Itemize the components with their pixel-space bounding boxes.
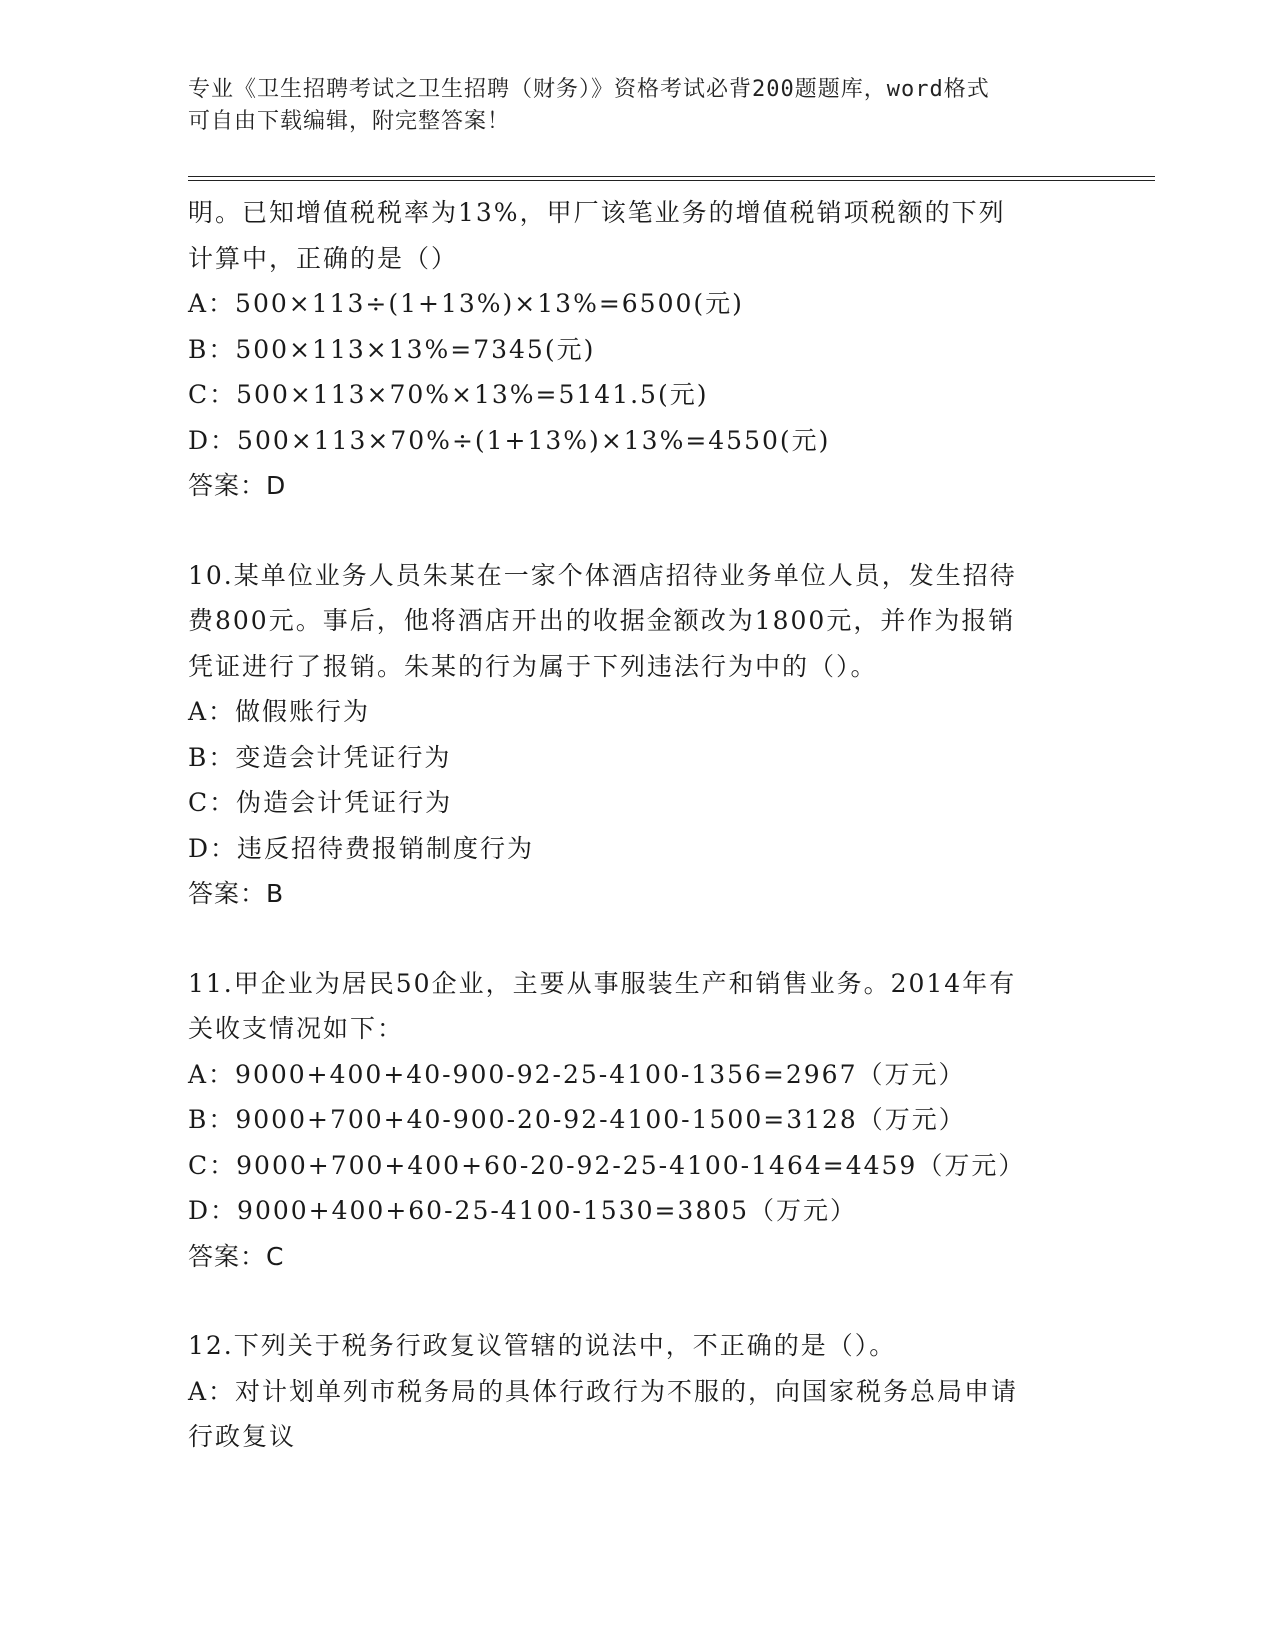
- option-b: B：变造会计凭证行为: [188, 742, 452, 772]
- question-10: [188, 553, 1088, 917]
- question-12: [188, 1323, 1088, 1460]
- question-spacer: [188, 917, 1088, 961]
- document-header: [188, 74, 1088, 138]
- question-stem: 11.甲企业为居民50企业，主要从事服装生产和销售业务。2014年有: [188, 968, 1017, 998]
- option-d: D：500×113×70%÷(1+13%)×13%=4550(元): [188, 425, 831, 455]
- option-d: D：9000+400+60-25-4100-1530=3805（万元）: [188, 1196, 858, 1225]
- question-stem: 12.下列关于税务行政复议管辖的说法中，不正确的是（）。: [188, 1331, 897, 1360]
- header-title-line-1: 专业《卫生招聘考试之卫生招聘（财务）》资格考试必背200题题库，word格式: [188, 77, 990, 102]
- option-a: A：9000+400+40-900-92-25-4100-1356=2967（万元）: [188, 1059, 966, 1089]
- question-stem: 关收支情况如下：: [188, 1014, 405, 1043]
- option-a: A：500×113÷(1+13%)×13%=6500(元): [188, 289, 744, 318]
- question-stem: 计算中，正确的是（）: [188, 243, 459, 273]
- question-9: [188, 190, 1088, 509]
- option-c: C：500×113×70%×13%=5141.5(元): [188, 380, 709, 409]
- header-title-line-2: 可自由下载编辑，附完整答案！: [188, 109, 511, 134]
- option-c: C：伪造会计凭证行为: [188, 788, 453, 817]
- answer-label: 答案：D: [188, 471, 287, 500]
- option-b: B：500×113×13%=7345(元): [188, 334, 596, 364]
- question-spacer: [188, 1279, 1088, 1323]
- option-d: D：违反招待费报销制度行为: [188, 833, 535, 863]
- option-a-continued: 行政复议: [188, 1422, 297, 1451]
- question-11: [188, 961, 1088, 1280]
- question-spacer: [188, 509, 1088, 553]
- question-stem: 凭证进行了报销。朱某的行为属于下列违法行为中的（）。: [188, 651, 878, 681]
- option-a: A：对计划单列市税务局的具体行政行为不服的，向国家税务总局申请: [188, 1376, 1019, 1406]
- answer-label: 答案：C: [188, 1241, 285, 1271]
- option-c: C：9000+700+400+60-20-92-25-4100-1464=4459（万元）: [188, 1150, 1026, 1180]
- question-stem: 费800元。事后，他将酒店开出的收据金额改为1800元，并作为报销: [188, 606, 1016, 635]
- question-stem: 明。已知增值税税率为13%，甲厂该笔业务的增值税销项税额的下列: [188, 198, 1006, 227]
- answer-label: 答案：B: [188, 879, 285, 908]
- document-body: [188, 190, 1088, 1460]
- header-divider: [188, 176, 1155, 181]
- option-b: B：9000+700+40-900-20-92-4100-1500=3128（万元）: [188, 1105, 966, 1134]
- option-a: A：做假账行为: [188, 697, 371, 726]
- question-stem: 10.某单位业务人员朱某在一家个体酒店招待业务单位人员，发生招待: [188, 560, 1017, 590]
